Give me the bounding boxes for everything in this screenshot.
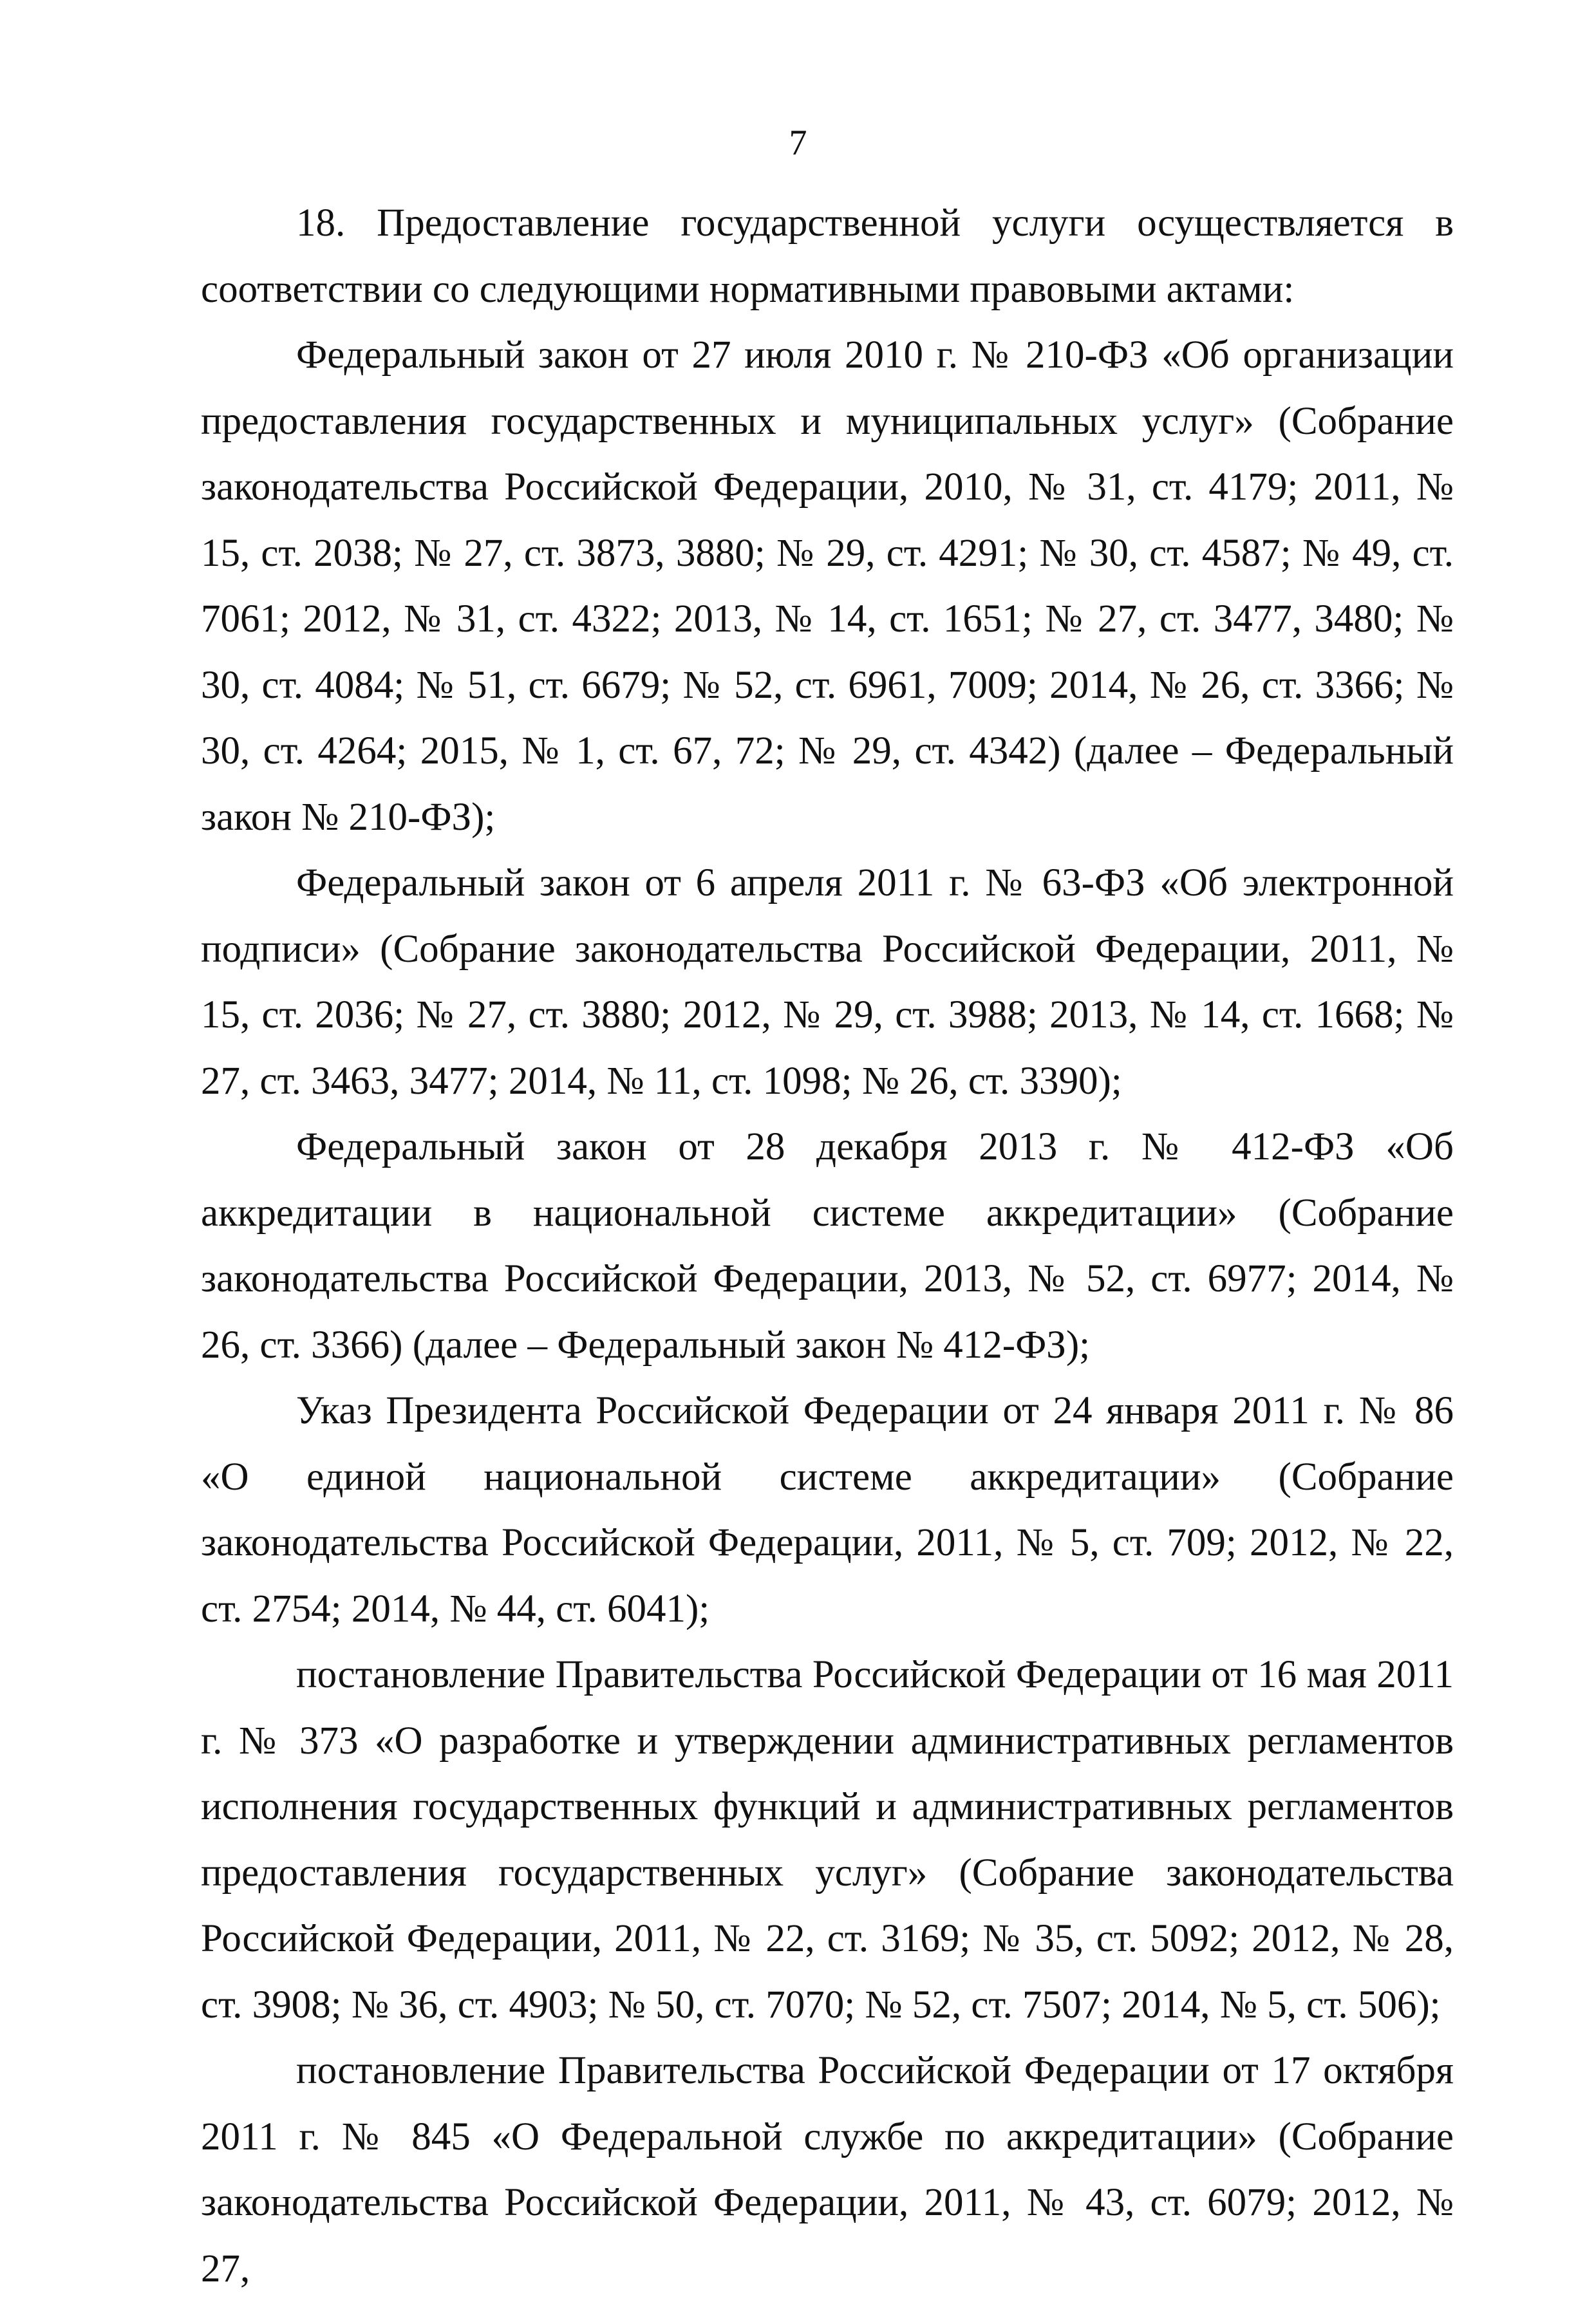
paragraph-law-63fz: Федеральный закон от 6 апреля 2011 г. № 63-ФЗ «Об электронной подписи» (Собрание законодательства Российской Федерации, 2011, № 15, ст. 2036; № 27, ст. 3880; 2012, № 29, ст. 3988; 2013, № 14, ст. 1668; № 27, ст. 3463, 3477; 2014, № 11, ст. 1098; № 26, ст. 3390); xyxy=(201,861,1454,1103)
paragraph-law-210fz: Федеральный закон от 27 июля 2010 г. № 210-ФЗ «Об организации предоставления государственных и муниципальных услуг» (Собрание законодательства Российской Федерации, 2010, № 31, ст. 4179; 2011, № 15, ст. 2038; № 27, ст. 3873, 3880; № 29, ст. 4291; № 30, ст. 4587; № 49, ст. 7061; 2012, № 31, ст. 4322; 2013, № 14, ст. 1651; № 27, ст. 3477, 3480; № 30, ст. 4084; № 51, ст. 6679; № 52, ст. 6961, 7009; 2014, № 26, ст. 3366; № 30, ст. 4264; 2015, № 1, ст. 67, 72; № 29, ст. 4342) (далее – Федеральный закон № 210-ФЗ); xyxy=(201,333,1454,839)
paragraph-decree-86: Указ Президента Российской Федерации от 24 января 2011 г. № 86 «О единой национальной системе аккредитации» (Собрание законодательства Российской Федерации, 2011, № 5, ст. 709; 2012, № 22, ст. 2754; 2014, № 44, ст. 6041); xyxy=(201,1389,1454,1631)
paragraph-resolution-373: постановление Правительства Российской Федерации от 16 мая 2011 г. № 373 «О разработке и утверждении административных регламентов исполнения государственных функций и административных регламентов предоставления государственных услуг» (Собрание законодательства Российской Федерации, 2011, № 22, ст. 3169; № 35, ст. 5092; 2012, № 28, ст. 3908; № 36, ст. 4903; № 50, ст. 7070; № 52, ст. 7507; 2014, № 5, ст. 506); xyxy=(201,1653,1454,2026)
paragraph-law-412fz: Федеральный закон от 28 декабря 2013 г. № 412-ФЗ «Об аккредитации в национальной системе аккредитации» (Собрание законодательства Российской Федерации, 2013, № 52, ст. 6977; 2014, № 26, ст. 3366) (далее – Федеральный закон № 412-ФЗ); xyxy=(201,1125,1454,1367)
page-number: 7 xyxy=(789,123,807,163)
document-body xyxy=(201,191,1454,2302)
paragraph-18-intro: 18. Предоставление государственной услуги осуществляется в соответствии со следующими нормативными правовыми актами: xyxy=(201,201,1454,311)
paragraph-resolution-845: постановление Правительства Российской Федерации от 17 октября 2011 г. № 845 «О Федеральной службе по аккредитации» (Собрание законодательства Российской Федерации, 2011, № 43, ст. 6079; 2012, № 27, xyxy=(201,2049,1454,2290)
